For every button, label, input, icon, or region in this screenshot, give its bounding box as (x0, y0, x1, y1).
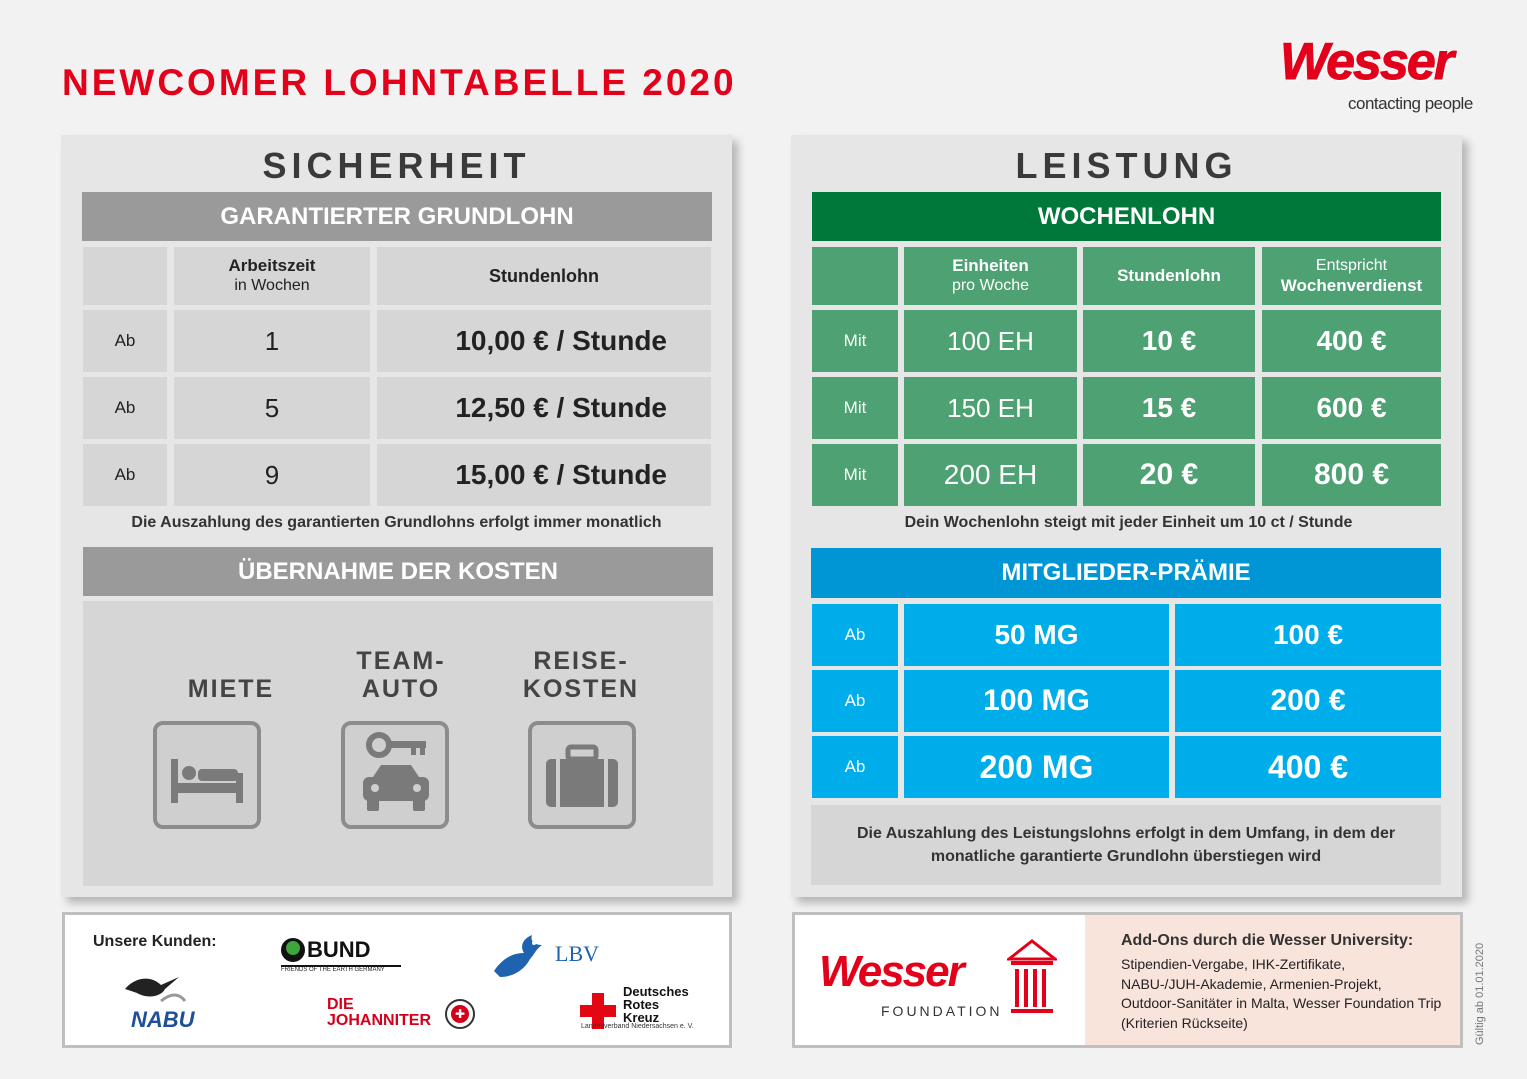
leistung-note: Die Auszahlung des Leistungslohns erfolgt in dem Umfang, in dem der monatliche garantierte Grundlohn überstiegen wird (811, 805, 1441, 885)
praemie-row-prefix: Ab (812, 670, 898, 732)
praemie-row-members: 50 MG (904, 604, 1169, 666)
wochenlohn-row-weekly: 400 € (1262, 310, 1441, 372)
praemie-row-prefix: Ab (812, 604, 898, 666)
foundation-box (792, 912, 1463, 1048)
nabu-stork-icon (121, 973, 187, 1007)
header-einheiten (904, 247, 1077, 305)
wochenlohn-row-units: 100 EH (904, 310, 1077, 372)
praemie-row-bonus: 400 € (1175, 736, 1441, 798)
grundlohn-row-wage: 15,00 € / Stunde (377, 444, 711, 506)
leistung-heading: LEISTUNG (1015, 145, 1238, 186)
nabu-text: NABU (131, 1007, 195, 1032)
header-entspricht (1262, 247, 1441, 305)
johanniter-cross-icon: ✚ (445, 999, 475, 1029)
sicherheit-heading: SICHERHEIT (262, 145, 531, 186)
praemie-row-members: 200 MG (904, 736, 1169, 798)
praemie-row-bonus: 100 € (1175, 604, 1441, 666)
bund-tree-icon (281, 938, 305, 962)
wochenlohn-row-units: 150 EH (904, 377, 1077, 439)
kunden-box (62, 912, 732, 1048)
kosten-miete-label: MIETE (187, 675, 275, 703)
kosten-reise-label: REISE- KOSTEN (522, 647, 640, 703)
validity-note: Gültig ab 01.01.2020 (1474, 942, 1486, 1045)
wochenverdienst-label: Wochenverdienst (1280, 276, 1423, 295)
praemie-row-members: 100 MG (904, 670, 1169, 732)
header-wochen-stundenlohn: Stundenlohn (1083, 247, 1255, 305)
logo-tagline: contacting people (1348, 94, 1473, 113)
drk-sub: Landesverband Niedersachsen e. V. (581, 1023, 694, 1030)
grundlohn-row-weeks: 9 (174, 444, 370, 506)
sicherheit-panel (61, 135, 732, 897)
foundation-sub: FOUNDATION (881, 1003, 1003, 1019)
wochenlohn-row-wage: 20 € (1083, 444, 1255, 506)
wochenlohn-bar: WOCHENLOHN (812, 192, 1441, 241)
drk-text: Deutsches Rotes Kreuz (623, 984, 689, 1025)
car-key-icon (341, 721, 449, 829)
grundlohn-note: Die Auszahlung des garantierten Grundlohns erfolgt immer monatlich (131, 514, 662, 531)
grundlohn-row-prefix: Ab (83, 310, 167, 372)
leistung-panel (791, 135, 1462, 897)
kunden-label: Unsere Kunden: (93, 933, 217, 950)
kosten-area (83, 601, 713, 886)
einheiten-label: Einheiten (952, 256, 1029, 275)
bed-icon (153, 721, 261, 829)
arbeitszeit-label: Arbeitszeit (228, 256, 316, 275)
arbeitszeit-sub: in Wochen (234, 277, 310, 294)
grundlohn-row-wage: 10,00 € / Stunde (377, 310, 711, 372)
header-stundenlohn: Stundenlohn (377, 247, 711, 305)
praemie-bar: MITGLIEDER-PRÄMIE (811, 548, 1441, 598)
logo-word: Wesser (1280, 33, 1453, 91)
bund-logo: BUND FRIENDS OF THE EARTH GERMANY (281, 937, 401, 973)
grundlohn-bar: GARANTIERTER GRUNDLOHN (82, 192, 712, 241)
kosten-bar: ÜBERNAHME DER KOSTEN (83, 547, 713, 596)
wochenlohn-row-prefix: Mit (812, 310, 898, 372)
wochenlohn-row-wage: 10 € (1083, 310, 1255, 372)
page-title: NEWCOMER LOHNTABELLE 2020 (62, 62, 737, 103)
grundlohn-row-prefix: Ab (83, 377, 167, 439)
grundlohn-row-weeks: 1 (174, 310, 370, 372)
wochenlohn-row-wage: 15 € (1083, 377, 1255, 439)
header-empty-cell (83, 247, 167, 305)
addons-title: Add-Ons durch die Wesser University: (1121, 932, 1414, 949)
grundlohn-row-prefix: Ab (83, 444, 167, 506)
praemie-row-bonus: 200 € (1175, 670, 1441, 732)
wesser-logo (1280, 33, 1480, 116)
wochenlohn-row-prefix: Mit (812, 377, 898, 439)
grundlohn-row-weeks: 5 (174, 377, 370, 439)
addons-box (1085, 915, 1460, 1045)
wochenlohn-note: Dein Wochenlohn steigt mit jeder Einheit um 10 ct / Stunde (904, 514, 1353, 531)
wochenlohn-row-units: 200 EH (904, 444, 1077, 506)
entspricht-label: Entspricht (1315, 257, 1388, 274)
wochenlohn-header-empty (812, 247, 898, 305)
kosten-teamauto-label: TEAM- AUTO (356, 647, 446, 703)
header-arbeitszeit (174, 247, 370, 305)
johanniter-logo: DIE JOHANNITER (327, 996, 432, 1029)
wochenlohn-row-prefix: Mit (812, 444, 898, 506)
addons-list: Stipendien-Vergabe, IHK-Zertifikate, NABU-/JUH-Akademie, Armenien-Projekt, Outdoor-Sanitäter in Malta, Wesser Foundation Trip (Kriterien Rückseite) (1121, 956, 1442, 1031)
suitcase-icon (528, 721, 636, 829)
grundlohn-row-wage: 12,50 € / Stunde (377, 377, 711, 439)
lbv-bird-icon (490, 931, 550, 981)
lbv-text: LBV (555, 941, 599, 966)
wochenlohn-row-weekly: 600 € (1262, 377, 1441, 439)
praemie-row-prefix: Ab (812, 736, 898, 798)
einheiten-sub: pro Woche (951, 277, 1030, 294)
wochenlohn-row-weekly: 800 € (1262, 444, 1441, 506)
temple-icon (1007, 939, 1057, 1015)
foundation-logo-word: Wesser (819, 947, 963, 996)
